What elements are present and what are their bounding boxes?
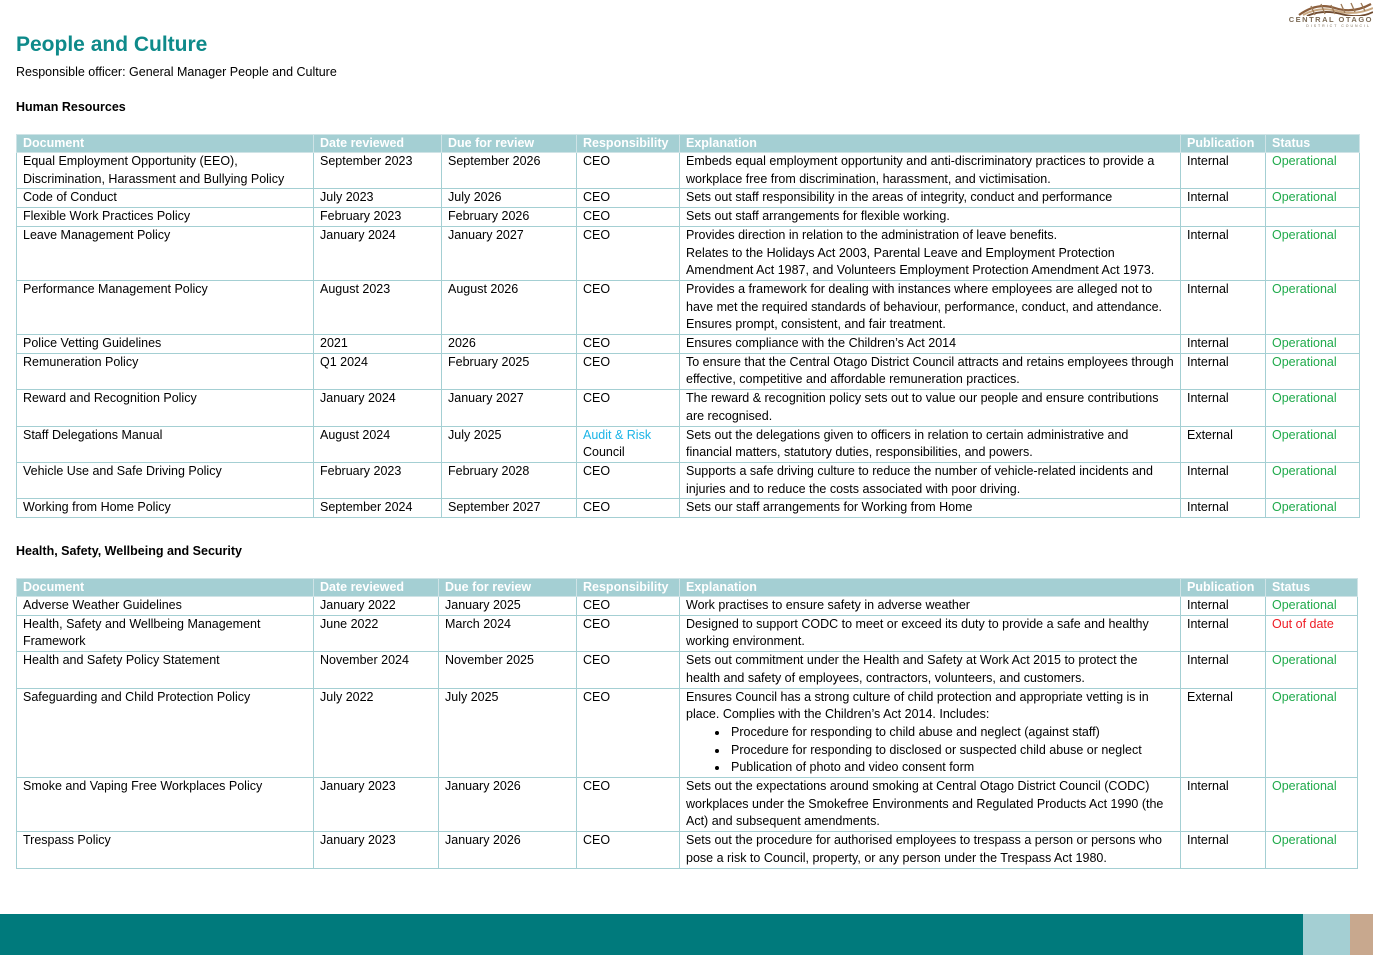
status-cell: Operational xyxy=(1266,462,1360,498)
explanation-cell: Sets out the expectations around smoking at Central Otago District Council (CODC) workplaces under the Smokefree Environments and Regulated Products Act 1990 (the Act) and subsequent amendments. xyxy=(680,778,1181,832)
table-row xyxy=(17,462,1360,498)
table-row xyxy=(17,499,1360,518)
document-cell: Performance Management Policy xyxy=(17,280,314,334)
responsibility-text: Council xyxy=(583,445,625,460)
table-row xyxy=(17,189,1360,208)
explanation-cell: Sets out the procedure for authorised employees to trespass a person or persons who pose a risk to Council, property, or any person under the Trespass Act 1980. xyxy=(680,832,1181,868)
explanation-cell: Embeds equal employment opportunity and anti-discriminatory practices to provide a workplace free from discrimination, harassment, and victimisation. xyxy=(680,153,1181,189)
publication-cell: Internal xyxy=(1181,226,1266,280)
publication-cell xyxy=(1181,208,1266,227)
responsibility-cell xyxy=(577,426,680,462)
section-heading-human-resources: Human Resources xyxy=(16,100,126,114)
responsibility-cell: CEO xyxy=(577,189,680,208)
status-cell: Operational xyxy=(1266,153,1360,189)
explanation-cell: To ensure that the Central Otago District Council attracts and retains employees through effective, competitive and affordable remuneration practices. xyxy=(680,353,1181,389)
audit-risk-link[interactable]: Audit & Risk xyxy=(583,427,652,442)
hr-policy-table xyxy=(16,134,1360,518)
table-row xyxy=(17,390,1360,426)
publication-cell: Internal xyxy=(1181,390,1266,426)
responsibility-cell: CEO xyxy=(577,778,680,832)
publication-cell: Internal xyxy=(1181,189,1266,208)
document-cell: Equal Employment Opportunity (EEO), Discrimination, Harassment and Bullying Policy xyxy=(17,153,314,189)
responsibility-cell: CEO xyxy=(577,615,680,651)
table-row xyxy=(17,597,1358,616)
due-for-review-cell: January 2026 xyxy=(439,778,577,832)
date-reviewed-cell: Q1 2024 xyxy=(314,353,442,389)
table-row xyxy=(17,335,1360,354)
due-for-review-cell: February 2026 xyxy=(442,208,577,227)
list-item: • Publication of photo and video consent form xyxy=(729,759,1174,777)
explanation-cell: Ensures compliance with the Children’s Act 2014 xyxy=(680,335,1181,354)
status-cell: Operational xyxy=(1266,426,1360,462)
column-header-responsibility: Responsibility xyxy=(577,579,680,597)
due-for-review-cell: July 2025 xyxy=(442,426,577,462)
status-cell: Operational xyxy=(1266,335,1360,354)
responsibility-cell: CEO xyxy=(577,832,680,868)
status-cell: Operational xyxy=(1266,226,1360,280)
date-reviewed-cell: July 2022 xyxy=(314,688,439,778)
document-cell: Smoke and Vaping Free Workplaces Policy xyxy=(17,778,314,832)
due-for-review-cell: February 2025 xyxy=(442,353,577,389)
list-item: • Procedure for responding to disclosed or suspected child abuse or neglect xyxy=(729,742,1174,760)
responsibility-cell: CEO xyxy=(577,353,680,389)
responsibility-cell: CEO xyxy=(577,390,680,426)
status-cell: Operational xyxy=(1266,778,1358,832)
publication-cell: Internal xyxy=(1181,778,1266,832)
date-reviewed-cell: January 2024 xyxy=(314,390,442,426)
status-cell: Operational xyxy=(1266,390,1360,426)
due-for-review-cell: November 2025 xyxy=(439,652,577,688)
date-reviewed-cell: February 2023 xyxy=(314,208,442,227)
table-row xyxy=(17,615,1358,651)
column-header-date-reviewed: Date reviewed xyxy=(314,579,439,597)
column-header-publication: Publication xyxy=(1181,135,1266,153)
document-cell: Remuneration Policy xyxy=(17,353,314,389)
date-reviewed-cell: November 2024 xyxy=(314,652,439,688)
explanation-cell: Sets out staff arrangements for flexible working. xyxy=(680,208,1181,227)
column-header-explanation: Explanation xyxy=(680,579,1181,597)
document-cell: Adverse Weather Guidelines xyxy=(17,597,314,616)
due-for-review-cell: September 2027 xyxy=(442,499,577,518)
document-cell: Police Vetting Guidelines xyxy=(17,335,314,354)
responsibility-cell: CEO xyxy=(577,462,680,498)
page-title: People and Culture xyxy=(16,33,208,56)
table-row xyxy=(17,426,1360,462)
date-reviewed-cell: August 2024 xyxy=(314,426,442,462)
due-for-review-cell: 2026 xyxy=(442,335,577,354)
responsibility-cell: CEO xyxy=(577,153,680,189)
logo-stripes-icon xyxy=(1297,0,1373,16)
explanation-text-extra: Relates to the Holidays Act 2003, Parental Leave and Employment Protection Amendment Act 1987, and Volunteers Employment Protection Amendment Act 1973. xyxy=(686,245,1155,278)
column-header-due-for-review: Due for review xyxy=(442,135,577,153)
column-header-status: Status xyxy=(1266,135,1360,153)
column-header-explanation: Explanation xyxy=(680,135,1181,153)
column-header-document: Document xyxy=(17,135,314,153)
column-header-due-for-review: Due for review xyxy=(439,579,577,597)
document-cell: Health and Safety Policy Statement xyxy=(17,652,314,688)
explanation-cell: Designed to support CODC to meet or exceed its duty to provide a safe and healthy working environment. xyxy=(680,615,1181,651)
publication-cell: External xyxy=(1181,426,1266,462)
due-for-review-cell: January 2025 xyxy=(439,597,577,616)
publication-cell: Internal xyxy=(1181,652,1266,688)
document-cell: Code of Conduct xyxy=(17,189,314,208)
section-heading-health-safety: Health, Safety, Wellbeing and Security xyxy=(16,544,242,558)
explanation-cell: Sets out commitment under the Health and Safety at Work Act 2015 to protect the health and safety of employees, contractors, volunteers, and customers. xyxy=(680,652,1181,688)
publication-cell: Internal xyxy=(1181,153,1266,189)
due-for-review-cell: January 2026 xyxy=(439,832,577,868)
table-row xyxy=(17,153,1360,189)
explanation-cell xyxy=(680,226,1181,280)
date-reviewed-cell: 2021 xyxy=(314,335,442,354)
publication-cell: Internal xyxy=(1181,280,1266,334)
responsibility-cell: CEO xyxy=(577,688,680,778)
status-cell: Operational xyxy=(1266,499,1360,518)
date-reviewed-cell: September 2023 xyxy=(314,153,442,189)
date-reviewed-cell: January 2023 xyxy=(314,778,439,832)
due-for-review-cell: January 2027 xyxy=(442,390,577,426)
status-cell: Operational xyxy=(1266,189,1360,208)
publication-cell: Internal xyxy=(1181,335,1266,354)
due-for-review-cell: January 2027 xyxy=(442,226,577,280)
table-header-row xyxy=(17,579,1358,597)
status-cell: Operational xyxy=(1266,832,1358,868)
list-item: • Procedure for responding to child abuse and neglect (against staff) xyxy=(729,724,1174,742)
date-reviewed-cell: January 2024 xyxy=(314,226,442,280)
due-for-review-cell: March 2024 xyxy=(439,615,577,651)
status-cell: Operational xyxy=(1266,353,1360,389)
table-row xyxy=(17,688,1358,778)
explanation-cell: Sets out staff responsibility in the areas of integrity, conduct and performance xyxy=(680,189,1181,208)
table-header-row xyxy=(17,135,1360,153)
explanation-cell: The reward & recognition policy sets out to value our people and ensure contributions are recognised. xyxy=(680,390,1181,426)
footer-accent-tan xyxy=(1350,914,1373,955)
responsible-officer: Responsible officer: General Manager People and Culture xyxy=(16,65,337,79)
publication-cell: External xyxy=(1181,688,1266,778)
status-cell: Operational xyxy=(1266,597,1358,616)
procedure-list xyxy=(686,724,1174,777)
responsibility-cell: CEO xyxy=(577,499,680,518)
due-for-review-cell: August 2026 xyxy=(442,280,577,334)
date-reviewed-cell: January 2023 xyxy=(314,832,439,868)
due-for-review-cell: February 2028 xyxy=(442,462,577,498)
publication-cell: Internal xyxy=(1181,499,1266,518)
column-header-document: Document xyxy=(17,579,314,597)
column-header-responsibility: Responsibility xyxy=(577,135,680,153)
table-row xyxy=(17,832,1358,868)
explanation-cell: Supports a safe driving culture to reduce the number of vehicle-related incidents and injuries and to reduce the costs associated with poor driving. xyxy=(680,462,1181,498)
document-cell: Health, Safety and Wellbeing Management Framework xyxy=(17,615,314,651)
table-row xyxy=(17,778,1358,832)
table-row xyxy=(17,353,1360,389)
due-for-review-cell: July 2026 xyxy=(442,189,577,208)
explanation-cell: Sets out the delegations given to officers in relation to certain administrative and financial matters, statutory duties, responsibilities, and powers. xyxy=(680,426,1181,462)
responsibility-cell: CEO xyxy=(577,335,680,354)
footer-accent-blue xyxy=(1303,914,1350,955)
document-cell: Trespass Policy xyxy=(17,832,314,868)
document-cell: Vehicle Use and Safe Driving Policy xyxy=(17,462,314,498)
publication-cell: Internal xyxy=(1181,615,1266,651)
logo-wordmark: CENTRAL OTAGO xyxy=(1288,15,1373,24)
document-cell: Leave Management Policy xyxy=(17,226,314,280)
publication-cell: Internal xyxy=(1181,832,1266,868)
document-cell: Working from Home Policy xyxy=(17,499,314,518)
table-row xyxy=(17,652,1358,688)
date-reviewed-cell: January 2022 xyxy=(314,597,439,616)
document-cell: Staff Delegations Manual xyxy=(17,426,314,462)
responsibility-cell: CEO xyxy=(577,652,680,688)
explanation-cell xyxy=(680,688,1181,778)
publication-cell: Internal xyxy=(1181,353,1266,389)
date-reviewed-cell: July 2023 xyxy=(314,189,442,208)
date-reviewed-cell: June 2022 xyxy=(314,615,439,651)
status-cell xyxy=(1266,208,1360,227)
explanation-text: Ensures Council has a strong culture of child protection and appropriate vetting is in place. Complies with the Children’s Act 2014. Includes: xyxy=(686,689,1149,722)
explanation-cell: Work practises to ensure safety in adverse weather xyxy=(680,597,1181,616)
column-header-publication: Publication xyxy=(1181,579,1266,597)
footer-band xyxy=(0,914,1303,955)
logo-subtitle: DISTRICT COUNCIL xyxy=(1306,24,1371,28)
status-cell: Operational xyxy=(1266,688,1358,778)
document-cell: Reward and Recognition Policy xyxy=(17,390,314,426)
due-for-review-cell: July 2025 xyxy=(439,688,577,778)
explanation-cell: Provides a framework for dealing with instances where employees are alleged not to have met the required standards of behaviour, performance, conduct, and attendance. Ensures prompt, consistent, and fair treatment. xyxy=(680,280,1181,334)
table-row xyxy=(17,208,1360,227)
responsibility-cell: CEO xyxy=(577,226,680,280)
explanation-cell: Sets our staff arrangements for Working from Home xyxy=(680,499,1181,518)
due-for-review-cell: September 2026 xyxy=(442,153,577,189)
status-cell: Operational xyxy=(1266,652,1358,688)
explanation-text: Provides direction in relation to the administration of leave benefits. xyxy=(686,227,1058,242)
health-safety-policy-table xyxy=(16,578,1358,869)
publication-cell: Internal xyxy=(1181,597,1266,616)
responsibility-cell: CEO xyxy=(577,208,680,227)
date-reviewed-cell: August 2023 xyxy=(314,280,442,334)
date-reviewed-cell: February 2023 xyxy=(314,462,442,498)
document-cell: Safeguarding and Child Protection Policy xyxy=(17,688,314,778)
responsibility-cell: CEO xyxy=(577,280,680,334)
column-header-status: Status xyxy=(1266,579,1358,597)
status-cell: Operational xyxy=(1266,280,1360,334)
document-cell: Flexible Work Practices Policy xyxy=(17,208,314,227)
responsibility-cell: CEO xyxy=(577,597,680,616)
publication-cell: Internal xyxy=(1181,462,1266,498)
table-row xyxy=(17,280,1360,334)
status-cell: Out of date xyxy=(1266,615,1358,651)
column-header-date-reviewed: Date reviewed xyxy=(314,135,442,153)
table-row xyxy=(17,226,1360,280)
date-reviewed-cell: September 2024 xyxy=(314,499,442,518)
